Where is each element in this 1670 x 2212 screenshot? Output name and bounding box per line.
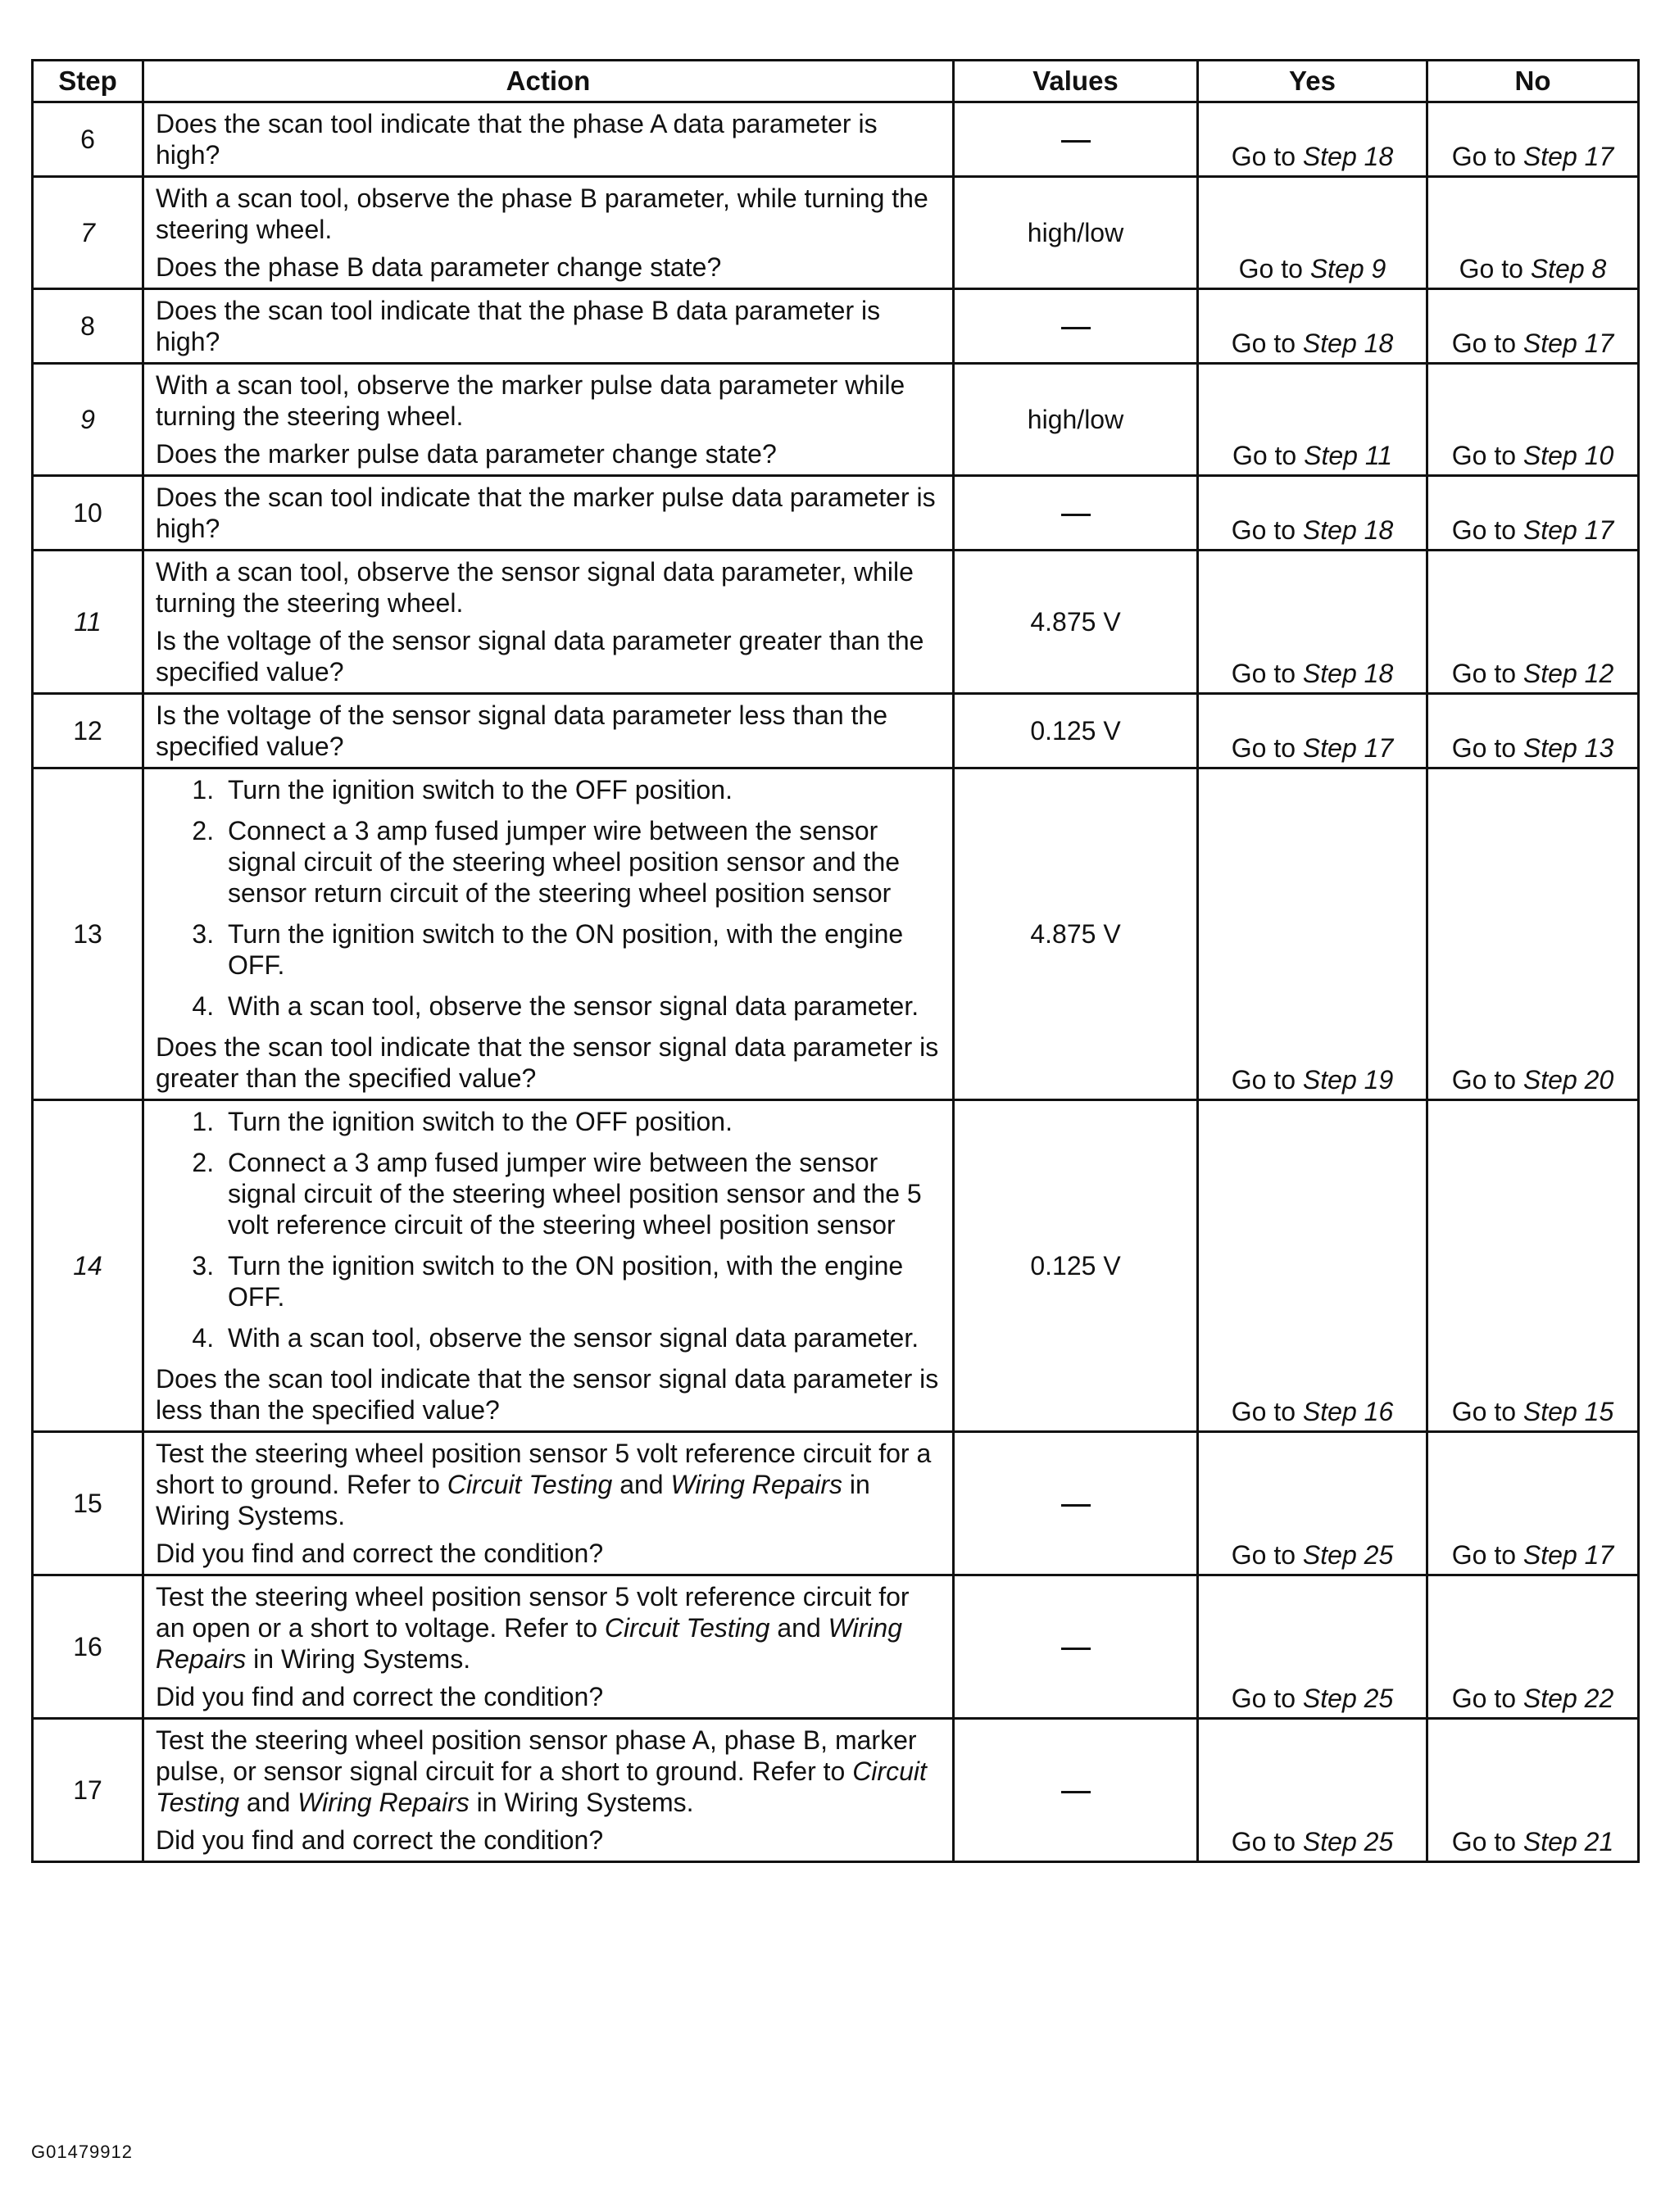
goto-prefix: Go to	[1451, 659, 1517, 688]
figure-id: G01479912	[31, 2142, 133, 2162]
no-cell	[1427, 768, 1639, 1100]
action-substep: 4. With a scan tool, observe the sensor signal data parameter.	[221, 990, 941, 1022]
action-cell	[143, 364, 954, 476]
step-number: 12	[33, 694, 143, 768]
header-step: Step	[33, 61, 143, 102]
value-cell	[954, 1719, 1198, 1862]
action-text: Does the scan tool indicate that the phase A data parameter is high?	[156, 109, 878, 170]
table-row	[33, 551, 1639, 694]
action-cell	[143, 1719, 954, 1862]
no-cell	[1427, 289, 1639, 364]
action-substep: 2. Connect a 3 amp fused jumper wire between the sensor signal circuit of the steering wheel position sensor and the 5 volt reference circuit of the steering wheel position sensor	[221, 1147, 941, 1240]
goto-step-link: Step 18	[1302, 659, 1394, 688]
goto-step-link: Step 22	[1523, 1684, 1614, 1713]
action-question: Does the scan tool indicate that the sensor signal data parameter is less than the specified value?	[156, 1364, 939, 1425]
goto-prefix: Go to	[1232, 441, 1297, 470]
action-steps-list	[156, 774, 941, 1022]
step-number: 14	[33, 1100, 143, 1432]
goto-prefix: Go to	[1451, 1397, 1517, 1426]
goto-step-link: Step 15	[1523, 1397, 1614, 1426]
action-substep: 3. Turn the ignition switch to the ON position, with the engine OFF.	[221, 1250, 941, 1312]
value-cell: 0.125 V	[954, 1100, 1198, 1432]
value-cell: high/low	[954, 177, 1198, 289]
header-row	[33, 61, 1639, 102]
table-body	[33, 102, 1639, 1862]
action-text: Did you find and correct the condition?	[156, 1825, 604, 1855]
goto-prefix: Go to	[1451, 1065, 1517, 1095]
value-cell	[954, 1575, 1198, 1719]
goto-prefix: Go to	[1451, 1540, 1517, 1570]
action-text: With a scan tool, observe the phase B parameter, while turning the steering wheel.	[156, 184, 928, 244]
goto-prefix: Go to	[1231, 1827, 1296, 1856]
table-row	[33, 1100, 1639, 1432]
goto-step-link: Step 8	[1530, 254, 1607, 283]
step-number: 16	[33, 1575, 143, 1719]
yes-cell	[1198, 768, 1427, 1100]
goto-prefix: Go to	[1231, 733, 1296, 763]
no-cell	[1427, 177, 1639, 289]
value-cell: 0.125 V	[954, 694, 1198, 768]
manual-reference: Wiring Repairs	[156, 1613, 903, 1674]
yes-cell	[1198, 1719, 1427, 1862]
goto-prefix: Go to	[1451, 142, 1517, 171]
action-text: Did you find and correct the condition?	[156, 1539, 604, 1568]
action-substep: 4. With a scan tool, observe the sensor signal data parameter.	[221, 1322, 941, 1353]
action-question: Does the scan tool indicate that the sensor signal data parameter is greater than the specified value?	[156, 1032, 939, 1093]
yes-cell	[1198, 102, 1427, 177]
action-text: Is the voltage of the sensor signal data parameter less than the specified value?	[156, 700, 887, 761]
no-cell	[1427, 1432, 1639, 1575]
table-row	[33, 364, 1639, 476]
action-text: Test the steering wheel position sensor 5 volt reference circuit for a short to ground. Refer to Circuit Testing and Wiring Repairs in Wiring Systems.	[156, 1439, 932, 1530]
step-number: 9	[33, 364, 143, 476]
action-cell	[143, 694, 954, 768]
no-cell	[1427, 1575, 1639, 1719]
no-cell	[1427, 1719, 1639, 1862]
yes-cell	[1198, 694, 1427, 768]
goto-prefix: Go to	[1231, 515, 1296, 545]
action-cell	[143, 1575, 954, 1719]
value-cell: high/low	[954, 364, 1198, 476]
action-text: Test the steering wheel position sensor 5 volt reference circuit for an open or a short to voltage. Refer to Circuit Testing and Wiring Repairs in Wiring Systems.	[156, 1582, 910, 1674]
yes-cell	[1198, 177, 1427, 289]
goto-prefix: Go to	[1238, 254, 1303, 283]
goto-step-link: Step 17	[1523, 329, 1614, 358]
value-cell: 4.875 V	[954, 768, 1198, 1100]
action-text: Does the scan tool indicate that the phase B data parameter is high?	[156, 296, 881, 356]
no-cell	[1427, 364, 1639, 476]
not-applicable-dash	[1061, 1648, 1091, 1650]
goto-step-link: Step 10	[1523, 441, 1614, 470]
manual-reference: Wiring Repairs	[297, 1788, 470, 1817]
table-row	[33, 102, 1639, 177]
no-cell	[1427, 694, 1639, 768]
goto-prefix: Go to	[1451, 733, 1517, 763]
action-cell	[143, 177, 954, 289]
header-values: Values	[954, 61, 1198, 102]
goto-prefix: Go to	[1451, 515, 1517, 545]
value-cell: 4.875 V	[954, 551, 1198, 694]
action-cell	[143, 768, 954, 1100]
not-applicable-dash	[1061, 514, 1091, 516]
table-row	[33, 177, 1639, 289]
not-applicable-dash	[1061, 1504, 1091, 1507]
table-row	[33, 768, 1639, 1100]
step-number: 11	[33, 551, 143, 694]
action-cell	[143, 551, 954, 694]
no-cell	[1427, 1100, 1639, 1432]
action-text: Does the marker pulse data parameter change state?	[156, 439, 777, 469]
manual-reference: Circuit Testing	[604, 1613, 770, 1643]
step-number: 15	[33, 1432, 143, 1575]
diagnostic-table	[31, 59, 1640, 1863]
goto-prefix: Go to	[1231, 329, 1296, 358]
step-number: 10	[33, 476, 143, 551]
goto-step-link: Step 18	[1302, 515, 1394, 545]
goto-step-link: Step 25	[1302, 1540, 1394, 1570]
goto-step-link: Step 12	[1523, 659, 1614, 688]
action-cell	[143, 289, 954, 364]
value-cell	[954, 1432, 1198, 1575]
action-text: Did you find and correct the condition?	[156, 1682, 604, 1711]
action-cell	[143, 102, 954, 177]
table-row	[33, 1432, 1639, 1575]
goto-prefix: Go to	[1451, 1827, 1517, 1856]
goto-prefix: Go to	[1231, 1065, 1296, 1095]
header-yes: Yes	[1198, 61, 1427, 102]
goto-step-link: Step 21	[1523, 1827, 1614, 1856]
not-applicable-dash	[1061, 1791, 1091, 1793]
table-row	[33, 1575, 1639, 1719]
goto-prefix: Go to	[1231, 1540, 1296, 1570]
yes-cell	[1198, 1432, 1427, 1575]
yes-cell	[1198, 551, 1427, 694]
goto-prefix: Go to	[1231, 1684, 1296, 1713]
no-cell	[1427, 102, 1639, 177]
manual-reference: Wiring Repairs	[670, 1470, 843, 1499]
goto-step-link: Step 17	[1523, 142, 1614, 171]
table-row	[33, 1719, 1639, 1862]
goto-step-link: Step 20	[1523, 1065, 1614, 1095]
goto-prefix: Go to	[1451, 441, 1517, 470]
goto-step-link: Step 25	[1302, 1684, 1394, 1713]
goto-prefix: Go to	[1231, 659, 1296, 688]
action-text: Does the scan tool indicate that the marker pulse data parameter is high?	[156, 483, 936, 543]
table-row	[33, 476, 1639, 551]
step-number: 17	[33, 1719, 143, 1862]
table-row	[33, 694, 1639, 768]
action-cell	[143, 1432, 954, 1575]
goto-prefix: Go to	[1231, 142, 1296, 171]
step-number: 7	[33, 177, 143, 289]
action-text: With a scan tool, observe the marker pulse data parameter while turning the steering wheel.	[156, 370, 905, 431]
goto-step-link: Step 18	[1302, 142, 1394, 171]
action-substep: 1. Turn the ignition switch to the OFF position.	[221, 1106, 941, 1137]
manual-reference: Circuit Testing	[156, 1756, 927, 1817]
goto-step-link: Step 18	[1302, 329, 1394, 358]
action-text: With a scan tool, observe the sensor signal data parameter, while turning the steering wheel.	[156, 557, 914, 618]
manual-reference: Circuit Testing	[447, 1470, 613, 1499]
step-number: 8	[33, 289, 143, 364]
goto-step-link: Step 17	[1523, 1540, 1614, 1570]
action-text: Does the phase B data parameter change state?	[156, 252, 722, 282]
goto-step-link: Step 17	[1523, 515, 1614, 545]
yes-cell	[1198, 289, 1427, 364]
action-substep: 2. Connect a 3 amp fused jumper wire between the sensor signal circuit of the steering wheel position sensor and the sensor return circuit of the steering wheel position sensor	[221, 815, 941, 909]
action-cell	[143, 1100, 954, 1432]
step-number: 13	[33, 768, 143, 1100]
table-row	[33, 289, 1639, 364]
action-text: Test the steering wheel position sensor phase A, phase B, marker pulse, or sensor signal circuit for a short to ground. Refer to Circuit Testing and Wiring Repairs in Wiring Systems.	[156, 1725, 927, 1817]
header-action: Action	[143, 61, 954, 102]
action-substep: 3. Turn the ignition switch to the ON position, with the engine OFF.	[221, 918, 941, 981]
goto-step-link: Step 13	[1523, 733, 1614, 763]
goto-prefix: Go to	[1451, 329, 1517, 358]
value-cell	[954, 102, 1198, 177]
goto-step-link: Step 17	[1302, 733, 1394, 763]
goto-step-link: Step 16	[1302, 1397, 1394, 1426]
not-applicable-dash	[1061, 140, 1091, 143]
action-steps-list	[156, 1106, 941, 1353]
action-text: Is the voltage of the sensor signal data parameter greater than the specified value?	[156, 626, 924, 687]
goto-prefix: Go to	[1451, 1684, 1517, 1713]
action-substep: 1. Turn the ignition switch to the OFF position.	[221, 774, 941, 805]
step-number: 6	[33, 102, 143, 177]
goto-step-link: Step 11	[1304, 441, 1393, 470]
action-cell	[143, 476, 954, 551]
no-cell	[1427, 551, 1639, 694]
goto-prefix: Go to	[1459, 254, 1523, 283]
value-cell	[954, 289, 1198, 364]
yes-cell	[1198, 476, 1427, 551]
value-cell	[954, 476, 1198, 551]
yes-cell	[1198, 1100, 1427, 1432]
yes-cell	[1198, 364, 1427, 476]
header-no: No	[1427, 61, 1639, 102]
goto-step-link: Step 9	[1309, 254, 1386, 283]
not-applicable-dash	[1061, 327, 1091, 329]
goto-step-link: Step 19	[1302, 1065, 1394, 1095]
goto-prefix: Go to	[1231, 1397, 1296, 1426]
yes-cell	[1198, 1575, 1427, 1719]
no-cell	[1427, 476, 1639, 551]
goto-step-link: Step 25	[1302, 1827, 1394, 1856]
